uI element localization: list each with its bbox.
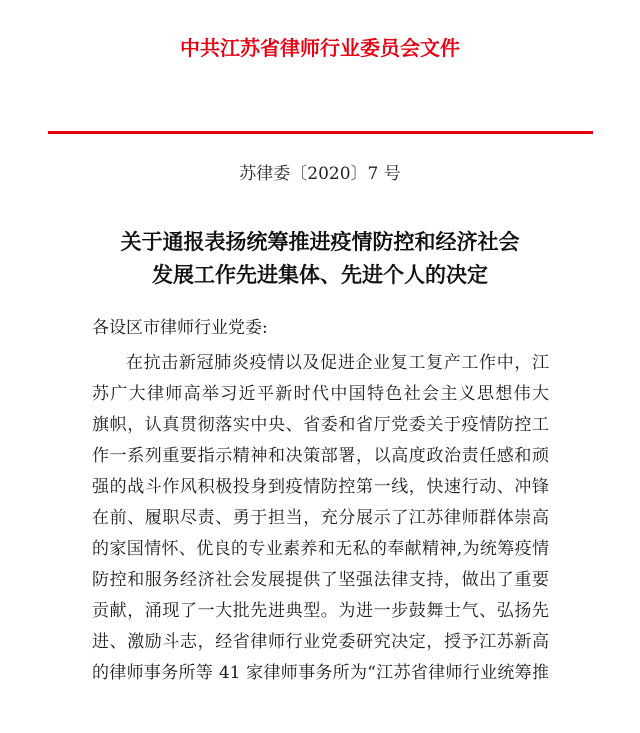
body-paragraph bbox=[92, 348, 549, 689]
body-line: 在前、履职尽责、勇于担当，充分展示了江苏律师群体崇高 bbox=[92, 508, 549, 528]
body-line: 旗帜，认真贯彻落实中央、省委和省厅党委关于疫情防控工 bbox=[92, 415, 549, 435]
body-line: 进、激励斗志，经省律师行业党委研究决定，授予江苏新高 bbox=[92, 632, 549, 652]
document-number: 苏律委〔2020〕7 号 bbox=[239, 164, 401, 184]
body-line: 在抗击新冠肺炎疫情以及促进企业复工复产工作中，江 bbox=[126, 353, 549, 373]
salutation: 各设区市律师行业党委: bbox=[92, 318, 268, 338]
body-line: 防控和服务经济社会发展提供了坚强法律支持，做出了重要 bbox=[92, 570, 549, 590]
red-header-rule bbox=[48, 131, 593, 134]
body-line: 苏广大律师高举习近平新时代中国特色社会主义思想伟大 bbox=[92, 384, 549, 404]
decision-title bbox=[0, 225, 640, 291]
body-line: 的家国情怀、优良的专业素养和无私的奉献精神,为统筹疫情 bbox=[92, 539, 549, 559]
body-line: 作一系列重要指示精神和决策部署，以高度政治责任感和顽 bbox=[92, 446, 549, 466]
body-line: 的律师事务所等 41 家律师事务所为“江苏省律师行业统筹推 bbox=[92, 663, 549, 683]
body-line: 贡献，涌现了一大批先进典型。为进一步鼓舞士气、弘扬先 bbox=[92, 601, 549, 621]
document-header-title: 中共江苏省律师行业委员会文件 bbox=[180, 36, 460, 60]
body-line: 强的战斗作风积极投身到疫情防控第一线，快速行动、冲锋 bbox=[92, 477, 549, 497]
decision-title-line-1: 关于通报表扬统筹推进疫情防控和经济社会 bbox=[120, 229, 520, 254]
decision-title-line-2: 发展工作先进集体、先进个人的决定 bbox=[152, 262, 488, 287]
